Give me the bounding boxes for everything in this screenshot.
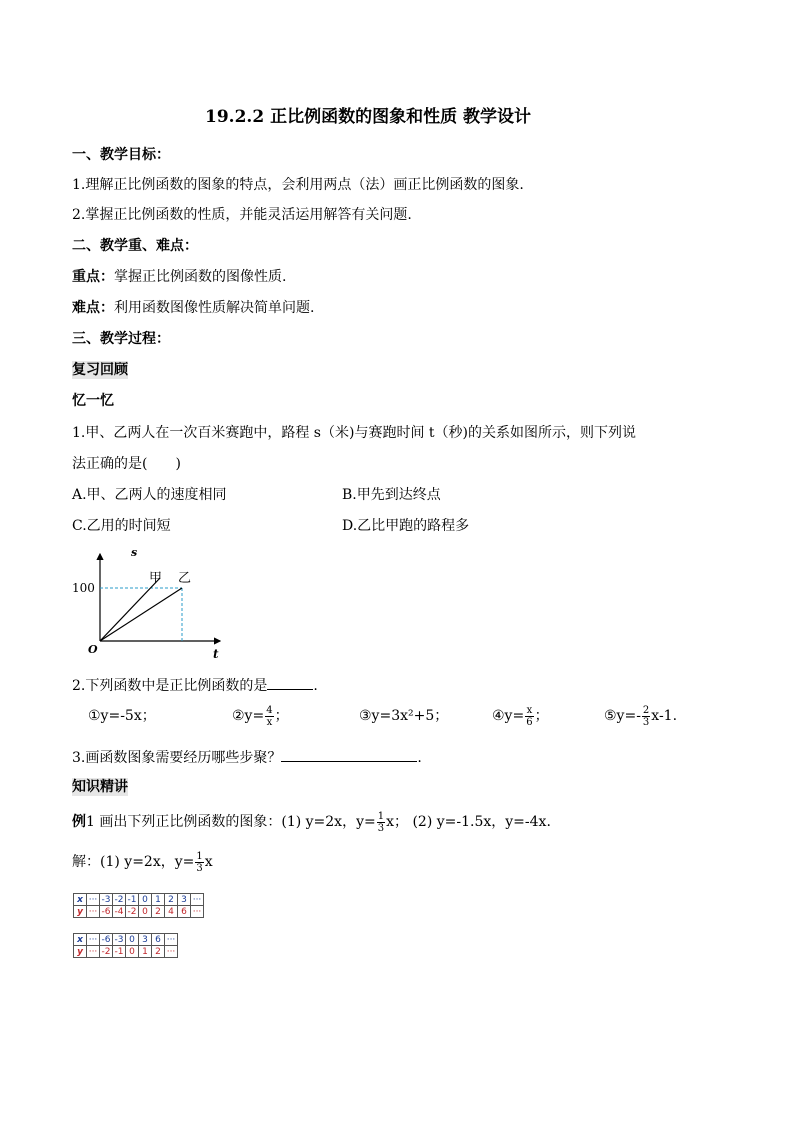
graph-label-jia: 甲	[149, 571, 163, 586]
question-1-stem-cont: 法正确的是( )	[72, 456, 181, 472]
graph-x-label: t	[213, 647, 219, 661]
value-table-2	[73, 933, 178, 958]
key-point-label: 重点：	[72, 269, 114, 285]
goal-2: 2.掌握正比例函数的性质，并能灵活运用解答有关问题.	[72, 207, 412, 223]
key-point	[72, 268, 286, 286]
table-row-x: x ··· -3 -2 -1 0 1 2 3 ···	[74, 894, 204, 906]
table-row-x: x ··· -6 -3 0 3 6 ···	[74, 934, 178, 946]
race-graph	[68, 544, 228, 662]
answer-blank[interactable]	[281, 747, 417, 762]
q2-option-2: ②y= $\frac{4}{x}$ ；	[232, 704, 289, 728]
answer-blank[interactable]	[267, 675, 313, 690]
question-3-stem: 3.画函数图象需要经历哪些步聚？ .	[72, 747, 422, 767]
difficulty-text: 利用函数图像性质解决简单问题.	[114, 300, 315, 316]
question-1-option-c: C.乙用的时间短	[72, 518, 171, 534]
fraction: $\frac{x}{6}$	[526, 704, 533, 728]
goal-1: 1.理解正比例函数的图象的特点，会利用两点（法）画正比例函数的图象.	[72, 177, 524, 193]
recall-heading: 忆一忆	[72, 393, 114, 409]
question-1-option-b: B.甲先到达终点	[342, 487, 441, 503]
question-1-option-d: D.乙比甲跑的路程多	[342, 518, 470, 534]
fraction: $\frac{4}{x}$	[266, 704, 273, 728]
graph-line-jia	[100, 578, 160, 641]
graph-line-yi	[100, 588, 182, 641]
solution-line: 解：(1) y=2x，y= $\frac{1}{3}$ x	[72, 850, 213, 874]
section-heading-goals: 一、教学目标：	[72, 147, 170, 163]
difficulty-point	[72, 299, 314, 317]
section-heading-process: 三、教学过程：	[72, 331, 170, 347]
fraction: $\frac{1}{3}$	[377, 810, 385, 834]
section-heading-key-points: 二、教学重、难点：	[72, 238, 198, 254]
q2-option-1: ①y=-5x；	[88, 708, 156, 724]
knowledge-tag: 知识精讲	[72, 779, 128, 795]
graph-y-label: s	[131, 546, 138, 559]
difficulty-label: 难点：	[72, 300, 114, 316]
value-table-1	[73, 893, 204, 918]
graph-origin-label: O	[88, 643, 98, 656]
graph-label-yi: 乙	[178, 571, 192, 586]
example-1: 例1 画出下列正比例函数的图象：(1) y=2x，y= $\frac{1}{3}$ x； (2) y=-1.5x，y=-4x.	[72, 810, 551, 834]
fraction: $\frac{2}{3}$	[642, 704, 650, 728]
question-1-option-a: A.甲、乙两人的速度相同	[72, 487, 227, 503]
q2-option-4: ④y= $\frac{x}{6}$ ；	[492, 704, 549, 728]
q2-option-3: ③y=3x²+5；	[359, 708, 449, 724]
question-2-stem: 2.下列函数中是正比例函数的是 .	[72, 675, 318, 695]
question-1-stem: 1.甲、乙两人在一次百米赛跑中，路程 s（米)与赛跑时间 t（秒)的关系如图所示，则下列说	[72, 425, 636, 441]
review-tag: 复习回顾	[72, 362, 128, 378]
question-3-text: 3.画函数图象需要经历哪些步聚？	[72, 750, 282, 766]
table-row-y: y ··· -2 -1 0 1 2 ···	[74, 946, 178, 958]
example-label: 例	[72, 814, 86, 830]
question-2-text: 2.下列函数中是正比例函数的是	[72, 678, 268, 694]
q2-option-5: ⑤y=- $\frac{2}{3}$ x-1.	[604, 704, 678, 728]
key-point-text: 掌握正比例函数的图像性质.	[114, 269, 287, 285]
table-row-y: y ··· -6 -4 -2 0 2 4 6 ···	[74, 906, 204, 918]
page-title: 19.2.2 正比例函数的图象和性质 教学设计	[205, 107, 531, 127]
fraction: $\frac{1}{3}$	[196, 850, 203, 874]
graph-y-tick: 100	[72, 581, 95, 595]
